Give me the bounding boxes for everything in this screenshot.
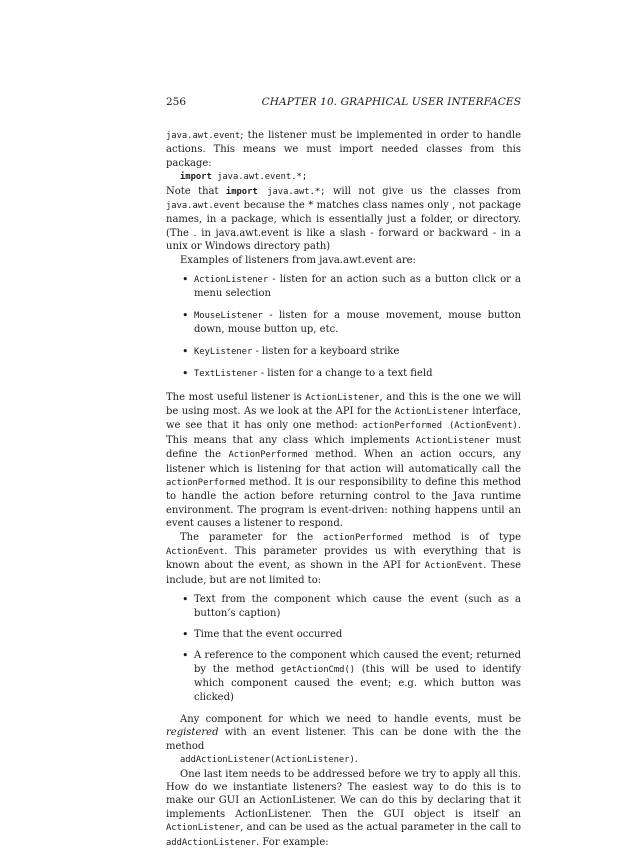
- text-run: interface, we see that it has only one method:: [166, 405, 521, 432]
- page: [166, 96, 521, 850]
- code-keyword: import: [180, 172, 212, 183]
- text-run: . For example:: [256, 836, 329, 848]
- code-inline: TextListener: [194, 369, 258, 380]
- text-run: method. When an action occurs, any listener which is listening for that action will automatically call the: [166, 449, 521, 475]
- emphasis: registered: [166, 727, 219, 739]
- text-run: , and can be used as the actual parameter in the call to: [240, 822, 521, 834]
- code-inline: java.awt.event.*;: [211, 172, 308, 183]
- paragraph-intro: [166, 129, 521, 170]
- text-run: . This parameter provides us with everything that is known about the event, as shown in the API for: [166, 545, 521, 572]
- text-run: - listen for a mouse movement, mouse button down, mouse button up, etc.: [194, 309, 521, 336]
- text-run: - listen for an action such as a button click or a menu selection: [194, 274, 521, 300]
- event-info-list: [166, 593, 521, 704]
- code-inline: KeyListener: [194, 346, 253, 357]
- code-inline: getActionCmd(): [280, 664, 356, 675]
- list-item: • Time that the event occurred: [194, 628, 521, 641]
- text-run: , and this is the one we will be using most. As we look at the API for the: [166, 391, 521, 417]
- text-run: One last item needs to be addressed before we try to apply all this. How do we instantiate listeners? The easiest way to do this is to make our GUI an ActionListener. We can do this by declaring that it implements ActionListener. Then the GUI object is itself an: [166, 768, 521, 820]
- code-inline: addActionListener: [166, 837, 257, 848]
- code-inline: actionPerformed: [323, 532, 403, 543]
- text-run: A reference to the component which caused the event; returned by the method: [194, 650, 521, 675]
- paragraph-instantiate: [166, 768, 521, 850]
- text-run: - listen for a keyboard strike: [252, 345, 400, 357]
- code-inline: ActionListener: [194, 275, 269, 286]
- paragraph-note: [166, 185, 521, 254]
- code-keyword: import: [225, 186, 258, 197]
- code-inline: java.awt.event: [166, 131, 241, 141]
- list-item: [194, 273, 521, 301]
- text-run: . These include, but are not limited to:: [166, 560, 522, 586]
- page-number: 256: [166, 96, 187, 108]
- text-run: Note that: [166, 185, 226, 197]
- text-run: Any component for which we need to handle events, must be: [180, 714, 521, 726]
- code-inline: ActionListener: [166, 823, 241, 834]
- method-signature: [166, 753, 521, 767]
- list-item: [194, 649, 521, 704]
- text-run: with an event listener. This can be done with the the method: [166, 727, 521, 752]
- code-inline: actionPerformed: [166, 477, 246, 488]
- text-run: method is of type: [402, 531, 521, 543]
- code-inline: ActionEvent: [424, 561, 484, 572]
- import-statement: [166, 170, 521, 184]
- chapter-title: CHAPTER 10. GRAPHICAL USER INTERFACES: [261, 96, 521, 108]
- text-run: (this will be used to identify which component caused the event; e.g. which button was clicked): [194, 663, 521, 703]
- paragraph-action-listener: [166, 391, 521, 531]
- code-inline: ActionPerformed: [228, 450, 308, 461]
- paragraph-action-event: [166, 531, 521, 588]
- code-inline: actionPerformed (ActionEvent): [362, 421, 518, 432]
- text-run: - listen for a change to a text field: [257, 368, 433, 380]
- list-item: [194, 309, 521, 337]
- text-run: ; the listener must be implemented in order to handle actions.: [166, 130, 521, 156]
- list-item: • Text from the component which cause the event (such as a button’s caption): [194, 593, 521, 620]
- text-run: . This means that any class which implements: [166, 420, 522, 446]
- text-run: The parameter for the: [180, 531, 324, 543]
- paragraph-register: [166, 713, 521, 753]
- listener-list: [166, 273, 521, 381]
- text-run: because the * matches class names only , not package names, in a package, which is essentially just a folder, or directory. (The . in java.awt.event is like a slash - forward or backward - in a unix or Windows directory path): [166, 200, 521, 253]
- code-inline: addActionListener(ActionListener): [180, 755, 355, 766]
- text-run: The most useful listener is: [166, 391, 306, 403]
- list-item: [194, 345, 521, 359]
- text-run: will not give us the classes from: [325, 185, 521, 197]
- paragraph-examples-intro: Examples of listeners from java.awt.event are:: [180, 254, 416, 266]
- text-run: .: [354, 754, 358, 766]
- code-inline: ActionListener: [415, 435, 490, 446]
- code-inline: MouseListener: [194, 310, 263, 321]
- text-run: method. It is our responsibility to define this method to handle the action before returning control to the Java runtime environment. The program is event-driven: nothing happens until an event causes a listener to respond.: [166, 476, 521, 530]
- text-run: This means we must import needed classes from this package:: [166, 144, 521, 169]
- text-run: must define the: [166, 434, 521, 461]
- running-header: [166, 96, 521, 108]
- list-item: [194, 367, 521, 381]
- code-inline: ActionEvent: [166, 546, 225, 557]
- code-inline: java.awt.event: [166, 201, 241, 212]
- code-inline: ActionListener: [394, 406, 469, 417]
- code-inline: ActionListener: [305, 392, 380, 403]
- code-inline: java.awt.*;: [257, 186, 326, 197]
